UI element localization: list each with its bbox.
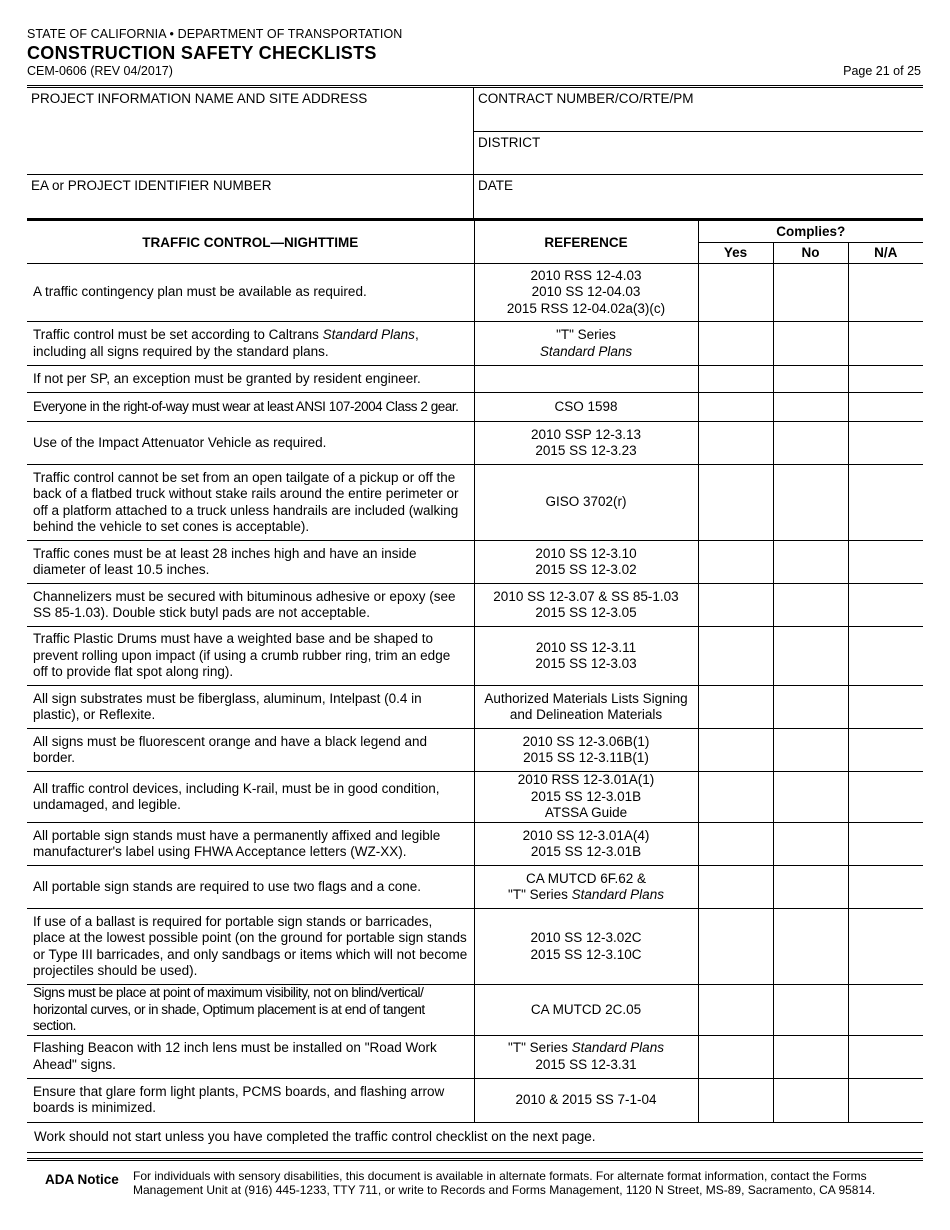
- complies-yes-checkbox[interactable]: [698, 686, 773, 729]
- reference-line: CSO 1598: [554, 398, 618, 414]
- reference-cell: [474, 422, 698, 465]
- complies-na-checkbox[interactable]: [848, 422, 923, 465]
- reference-line: 2010 RSS 12-4.03: [530, 267, 642, 283]
- complies-no-checkbox[interactable]: [773, 823, 848, 866]
- complies-na-checkbox[interactable]: [848, 866, 923, 909]
- ada-notice: [27, 1158, 923, 1197]
- reference-line: 2010 SS 12-3.06B(1): [522, 733, 650, 749]
- reference-line: 2010 SS 12-04.03: [531, 284, 641, 300]
- complies-no-checkbox[interactable]: [773, 393, 848, 422]
- reference-line: 2010 RSS 12-3.01A(1): [517, 772, 655, 788]
- reference-cell: [474, 584, 698, 627]
- district-label: DISTRICT: [478, 135, 541, 150]
- requirement-text: A traffic contingency plan must be available as required.: [27, 264, 474, 322]
- checklist-row: [27, 465, 923, 541]
- complies-yes-checkbox[interactable]: [698, 1078, 773, 1122]
- reference-line: "T" Series: [556, 327, 616, 342]
- checklist-row: [27, 729, 923, 772]
- complies-na-checkbox[interactable]: [848, 627, 923, 686]
- contract-number-label: CONTRACT NUMBER/CO/RTE/PM: [478, 91, 694, 106]
- checklist-row: [27, 541, 923, 584]
- complies-no-checkbox[interactable]: [773, 465, 848, 541]
- complies-na-checkbox[interactable]: [848, 393, 923, 422]
- complies-no-checkbox[interactable]: [773, 627, 848, 686]
- agency-line: STATE OF CALIFORNIA • DEPARTMENT OF TRANSPORTATION: [27, 27, 403, 41]
- complies-no-checkbox[interactable]: [773, 1078, 848, 1122]
- complies-no-checkbox[interactable]: [773, 422, 848, 465]
- complies-yes-checkbox[interactable]: [698, 772, 773, 823]
- reference-cell: [474, 909, 698, 985]
- ea-number-field[interactable]: [27, 175, 473, 218]
- requirement-text: Traffic Plastic Drums must have a weighted base and be shaped to prevent rolling upon impact (if using a crumb rubber ring, trim an edge off to provide flat spot along ring).: [27, 627, 474, 686]
- reference-line: 2015 SS 12-3.31: [535, 1056, 637, 1072]
- project-info-section: [27, 85, 923, 220]
- complies-na-checkbox[interactable]: [848, 985, 923, 1036]
- complies-yes-checkbox[interactable]: [698, 584, 773, 627]
- complies-na-checkbox[interactable]: [848, 322, 923, 366]
- complies-na-checkbox[interactable]: [848, 729, 923, 772]
- complies-na-checkbox[interactable]: [848, 541, 923, 584]
- footnote: Work should not start unless you have completed the traffic control checklist on the next page.: [27, 1123, 923, 1153]
- complies-no-checkbox[interactable]: [773, 366, 848, 393]
- reference-line: 2015 SS 12-3.23: [535, 443, 637, 458]
- requirement-text: Use of the Impact Attenuator Vehicle as required.: [27, 422, 474, 465]
- checklist-row: [27, 985, 923, 1036]
- reference-line: "T" Series Standard Plans: [508, 1040, 664, 1055]
- complies-no-checkbox[interactable]: [773, 909, 848, 985]
- reference-cell: [474, 541, 698, 584]
- checklist-row: [27, 686, 923, 729]
- reference-line: 2010 & 2015 SS 7-1-04: [515, 1091, 657, 1107]
- requirement-text: All traffic control devices, including K-rail, must be in good condition, undamaged, and legible.: [27, 772, 474, 823]
- reference-cell: [474, 772, 698, 823]
- complies-na-checkbox[interactable]: [848, 584, 923, 627]
- checklist-row: [27, 866, 923, 909]
- requirement-text: Flashing Beacon with 12 inch lens must be installed on "Road Work Ahead" signs.: [27, 1035, 474, 1078]
- reference-cell: [474, 366, 698, 393]
- checklist-row: [27, 1078, 923, 1122]
- column-header-reference: REFERENCE: [474, 221, 698, 264]
- reference-line: 2010 SS 12-3.01A(4): [522, 827, 650, 843]
- checklist-row: [27, 264, 923, 322]
- reference-cell: [474, 627, 698, 686]
- reference-line: CA MUTCD 2C.05: [530, 1001, 642, 1017]
- checklist-row: [27, 772, 923, 823]
- ea-number-label: EA or PROJECT IDENTIFIER NUMBER: [31, 178, 272, 193]
- reference-line: CA MUTCD 6F.62 &: [525, 870, 647, 886]
- complies-na-checkbox[interactable]: [848, 686, 923, 729]
- district-field[interactable]: [474, 132, 923, 175]
- complies-no-checkbox[interactable]: [773, 541, 848, 584]
- reference-line: ATSSA Guide: [544, 805, 628, 821]
- reference-line: Standard Plans: [539, 343, 633, 359]
- complies-no-checkbox[interactable]: [773, 322, 848, 366]
- reference-line: 2015 SS 12-3.01B: [530, 844, 642, 859]
- reference-cell: [474, 866, 698, 909]
- complies-yes-checkbox[interactable]: [698, 985, 773, 1036]
- requirement-text: Everyone in the right-of-way must wear at least ANSI 107-2004 Class 2 gear.: [27, 393, 474, 422]
- reference-cell: [474, 1035, 698, 1078]
- requirement-text: Traffic cones must be at least 28 inches high and have an inside diameter of least 10.5 inches.: [27, 541, 474, 584]
- date-field[interactable]: [474, 175, 923, 218]
- reference-line: 2015 SS 12-3.03: [535, 656, 637, 671]
- reference-cell: [474, 823, 698, 866]
- page-number: Page 21 of 25: [843, 64, 921, 78]
- complies-no-checkbox[interactable]: [773, 584, 848, 627]
- reference-cell: [474, 393, 698, 422]
- complies-no-checkbox[interactable]: [773, 686, 848, 729]
- checklist-row: [27, 584, 923, 627]
- reference-line: 2015 SS 12-3.05: [535, 605, 637, 620]
- checklist-row: [27, 366, 923, 393]
- reference-line: "T" Series Standard Plans: [508, 887, 664, 902]
- complies-yes-checkbox[interactable]: [698, 264, 773, 322]
- requirement-text: Signs must be place at point of maximum visibility, not on blind/vertical/ horizontal curves, or in shade, Optimum placement is at end of tangent section.: [27, 985, 474, 1036]
- requirement-text: Traffic control cannot be set from an open tailgate of a pickup or off the back of a flatbed truck without stake rails around the entire perimeter or off a platform attached to a truck unless handrails are included (walking behind the vehicle to set cones is acceptable).: [27, 465, 474, 541]
- complies-no-checkbox[interactable]: [773, 866, 848, 909]
- project-info-label: PROJECT INFORMATION NAME AND SITE ADDRESS: [31, 91, 368, 106]
- requirement-text: All sign substrates must be fiberglass, aluminum, Intelpast (0.4 in plastic), or Reflexite.: [27, 686, 474, 729]
- form-meta-row: [27, 64, 923, 79]
- complies-na-checkbox[interactable]: [848, 1078, 923, 1122]
- complies-yes-checkbox[interactable]: [698, 729, 773, 772]
- complies-na-checkbox[interactable]: [848, 264, 923, 322]
- reference-line: 2010 SSP 12-3.13: [530, 426, 642, 442]
- complies-no-checkbox[interactable]: [773, 985, 848, 1036]
- requirement-text: If not per SP, an exception must be granted by resident engineer.: [27, 366, 474, 393]
- complies-no-checkbox[interactable]: [773, 729, 848, 772]
- complies-no-checkbox[interactable]: [773, 1035, 848, 1078]
- complies-na-checkbox[interactable]: [848, 1035, 923, 1078]
- requirement-text: Channelizers must be secured with bituminous adhesive or epoxy (see SS 85-1.03). Double stick butyl pads are not acceptable.: [27, 584, 474, 627]
- reference-line: 2015 RSS 12-04.02a(3)(c): [506, 300, 666, 316]
- reference-line: 2015 SS 12-3.01B: [530, 788, 642, 804]
- complies-no-checkbox[interactable]: [773, 264, 848, 322]
- contract-number-field[interactable]: [474, 88, 923, 132]
- complies-yes-checkbox[interactable]: [698, 322, 773, 366]
- requirement-text: All portable sign stands are required to use two flags and a cone.: [27, 866, 474, 909]
- requirement-text: Traffic control must be set according to Caltrans Standard Plans, including all signs required by the standard plans.: [27, 322, 474, 366]
- checklist-table: [27, 220, 923, 1123]
- reference-line: 2010 SS 12-3.02C: [530, 930, 642, 945]
- checklist-row: [27, 627, 923, 686]
- complies-yes-checkbox[interactable]: [698, 866, 773, 909]
- document-title: CONSTRUCTION SAFETY CHECKLISTS: [27, 43, 377, 63]
- checklist-row: [27, 909, 923, 985]
- complies-yes-checkbox[interactable]: [698, 393, 773, 422]
- complies-yes-checkbox[interactable]: [698, 627, 773, 686]
- reference-cell: [474, 729, 698, 772]
- complies-na-checkbox[interactable]: [848, 772, 923, 823]
- complies-yes-checkbox[interactable]: [698, 422, 773, 465]
- complies-yes-checkbox[interactable]: [698, 823, 773, 866]
- requirement-text: If use of a ballast is required for portable sign stands or barricades, place at the lowest possible point (on the ground for portable sign stands or Type III barricades, and only sandbags or items which will not become projectiles should be used).: [27, 909, 474, 985]
- requirement-text: All signs must be fluorescent orange and have a black legend and border.: [27, 729, 474, 772]
- complies-yes-checkbox[interactable]: [698, 909, 773, 985]
- reference-line: and Delineation Materials: [509, 707, 663, 722]
- complies-na-checkbox[interactable]: [848, 465, 923, 541]
- requirement-text: All portable sign stands must have a permanently affixed and legible manufacturer's label using FHWA Acceptance letters (WZ-XX).: [27, 823, 474, 866]
- column-header-no: No: [773, 242, 848, 264]
- complies-na-checkbox[interactable]: [848, 909, 923, 985]
- checklist-row: [27, 1035, 923, 1078]
- complies-yes-checkbox[interactable]: [698, 1035, 773, 1078]
- reference-line: GISO 3702(r): [545, 494, 627, 510]
- column-header-na: N/A: [848, 242, 923, 264]
- date-label: DATE: [478, 178, 514, 193]
- reference-line: 2010 SS 12-3.10: [535, 545, 637, 561]
- complies-yes-checkbox[interactable]: [698, 366, 773, 393]
- complies-no-checkbox[interactable]: [773, 772, 848, 823]
- complies-na-checkbox[interactable]: [848, 823, 923, 866]
- ada-notice-label: ADA Notice: [45, 1171, 119, 1187]
- reference-line: 2015 SS 12-3.02: [535, 562, 637, 577]
- column-header-yes: Yes: [698, 242, 773, 264]
- column-header-complies: Complies?: [698, 221, 923, 243]
- reference-line: Authorized Materials Lists Signing: [484, 690, 688, 706]
- requirement-text: Ensure that glare form light plants, PCMS boards, and flashing arrow boards is minimized.: [27, 1078, 474, 1122]
- checklist-row: [27, 823, 923, 866]
- reference-line: 2010 SS 12-3.11: [535, 639, 637, 655]
- checklist-row: [27, 393, 923, 422]
- column-header-requirement: TRAFFIC CONTROL—NIGHTTIME: [27, 221, 474, 264]
- reference-line: 2015 SS 12-3.11B(1): [523, 750, 649, 765]
- complies-yes-checkbox[interactable]: [698, 541, 773, 584]
- complies-yes-checkbox[interactable]: [698, 465, 773, 541]
- complies-na-checkbox[interactable]: [848, 366, 923, 393]
- reference-cell: [474, 465, 698, 541]
- reference-cell: [474, 264, 698, 322]
- ada-notice-text: For individuals with sensory disabilities, this document is available in alternate formats. For alternate format information, contact the Forms Management Unit at (916) 445-1233, TTY 711, or write to Records and Forms Management, 1120 N Street, MS-89, Sacramento, CA 95814.: [133, 1168, 876, 1197]
- reference-cell: [474, 985, 698, 1036]
- form-page: [27, 27, 923, 1197]
- checklist-row: [27, 422, 923, 465]
- checklist-row: [27, 322, 923, 366]
- reference-cell: [474, 322, 698, 366]
- reference-cell: [474, 686, 698, 729]
- project-info-field[interactable]: [27, 88, 473, 175]
- reference-line: 2010 SS 12-3.07 & SS 85-1.03: [493, 588, 679, 604]
- reference-cell: [474, 1078, 698, 1122]
- form-number: CEM-0606 (REV 04/2017): [27, 64, 173, 78]
- reference-line: 2015 SS 12-3.10C: [530, 946, 642, 962]
